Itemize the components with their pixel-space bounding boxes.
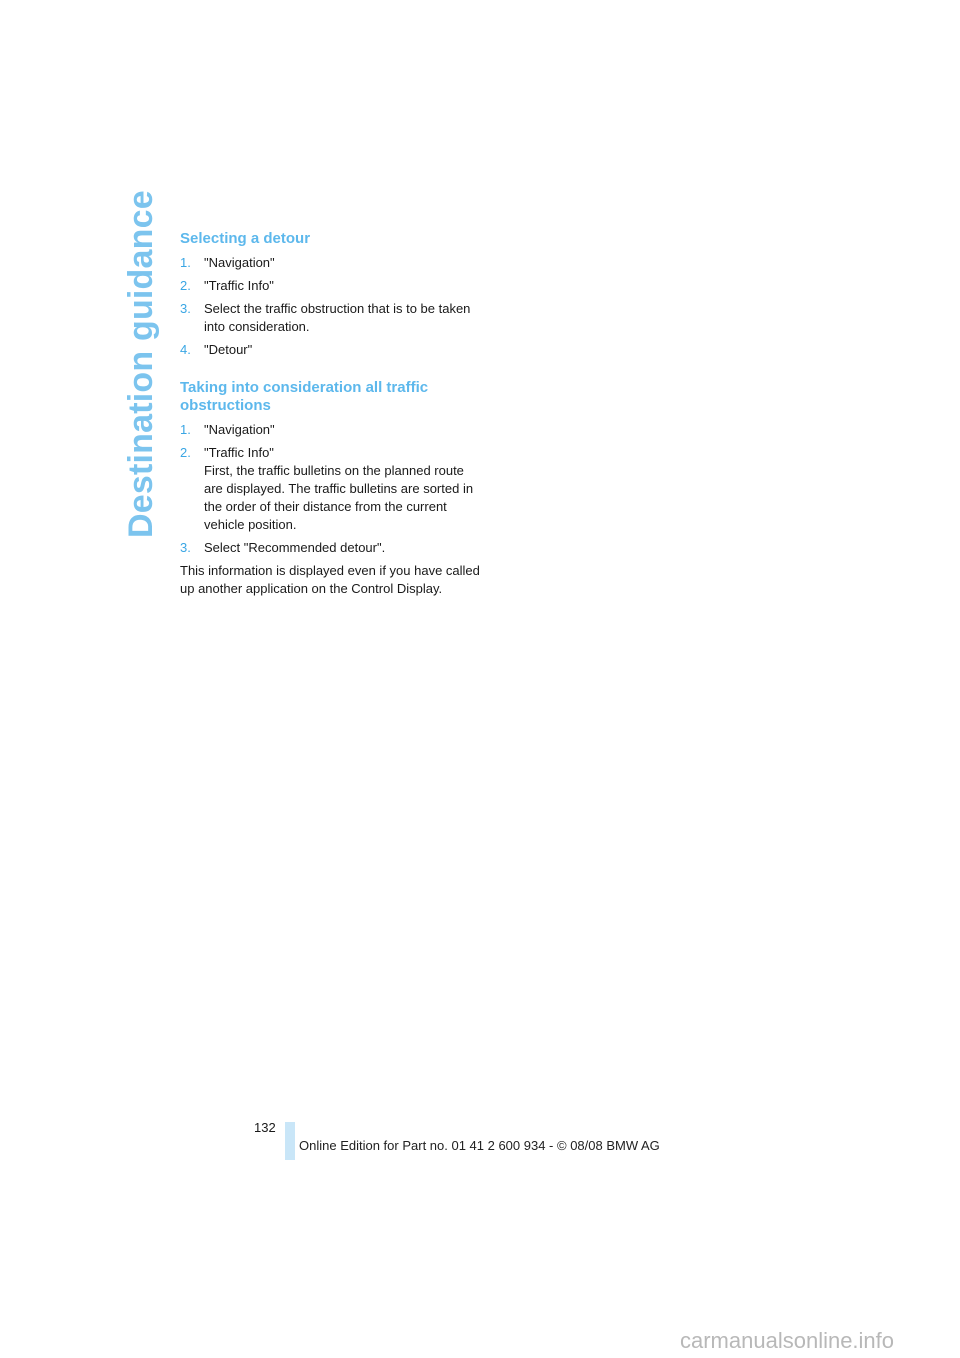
- footer-accent-bar: [285, 1122, 295, 1160]
- chapter-title-text: Destination guidance: [122, 190, 160, 538]
- list-item: [180, 277, 480, 295]
- step-number: 4.: [180, 342, 191, 357]
- step-text: "Navigation": [204, 422, 275, 437]
- list-item: [180, 444, 480, 534]
- steps-list-all-obstructions: [180, 421, 480, 557]
- edition-notice: Online Edition for Part no. 01 41 2 600 934 - © 08/08 BMW AG: [299, 1138, 660, 1153]
- section-heading-selecting-detour: Selecting a detour: [180, 230, 311, 247]
- steps-list-selecting-detour: [180, 254, 480, 359]
- step-number: 2.: [180, 445, 191, 460]
- list-item: [180, 341, 480, 359]
- step-text: "Traffic Info": [204, 445, 274, 460]
- step-number: 3.: [180, 301, 191, 316]
- step-text: Select the traffic obstruction that is to be taken into consideration.: [204, 301, 471, 334]
- list-item: [180, 421, 480, 439]
- list-item: [180, 539, 480, 557]
- step-number: 1.: [180, 255, 191, 270]
- step-text: "Navigation": [204, 255, 275, 270]
- info-paragraph: This information is displayed even if you have called up another application on the Control Display.: [180, 563, 480, 596]
- step-description: First, the traffic bulletins on the planned route are displayed. The traffic bulletins are sorted in the order of their distance from the current vehicle position.: [204, 463, 474, 532]
- watermark: carmanualsonline.info: [680, 1328, 895, 1353]
- step-number: 2.: [180, 278, 191, 293]
- main-content: [180, 230, 480, 598]
- step-number: 1.: [180, 422, 191, 437]
- step-number: 3.: [180, 540, 191, 555]
- list-item: [180, 254, 480, 272]
- step-text: "Traffic Info": [204, 278, 274, 293]
- section-heading-all-obstructions: Taking into consideration all traffic obstructions: [180, 379, 429, 414]
- step-text: "Detour": [204, 342, 253, 357]
- page-number: 132: [254, 1120, 276, 1135]
- step-text: Select "Recommended detour".: [204, 540, 386, 555]
- list-item: [180, 300, 480, 336]
